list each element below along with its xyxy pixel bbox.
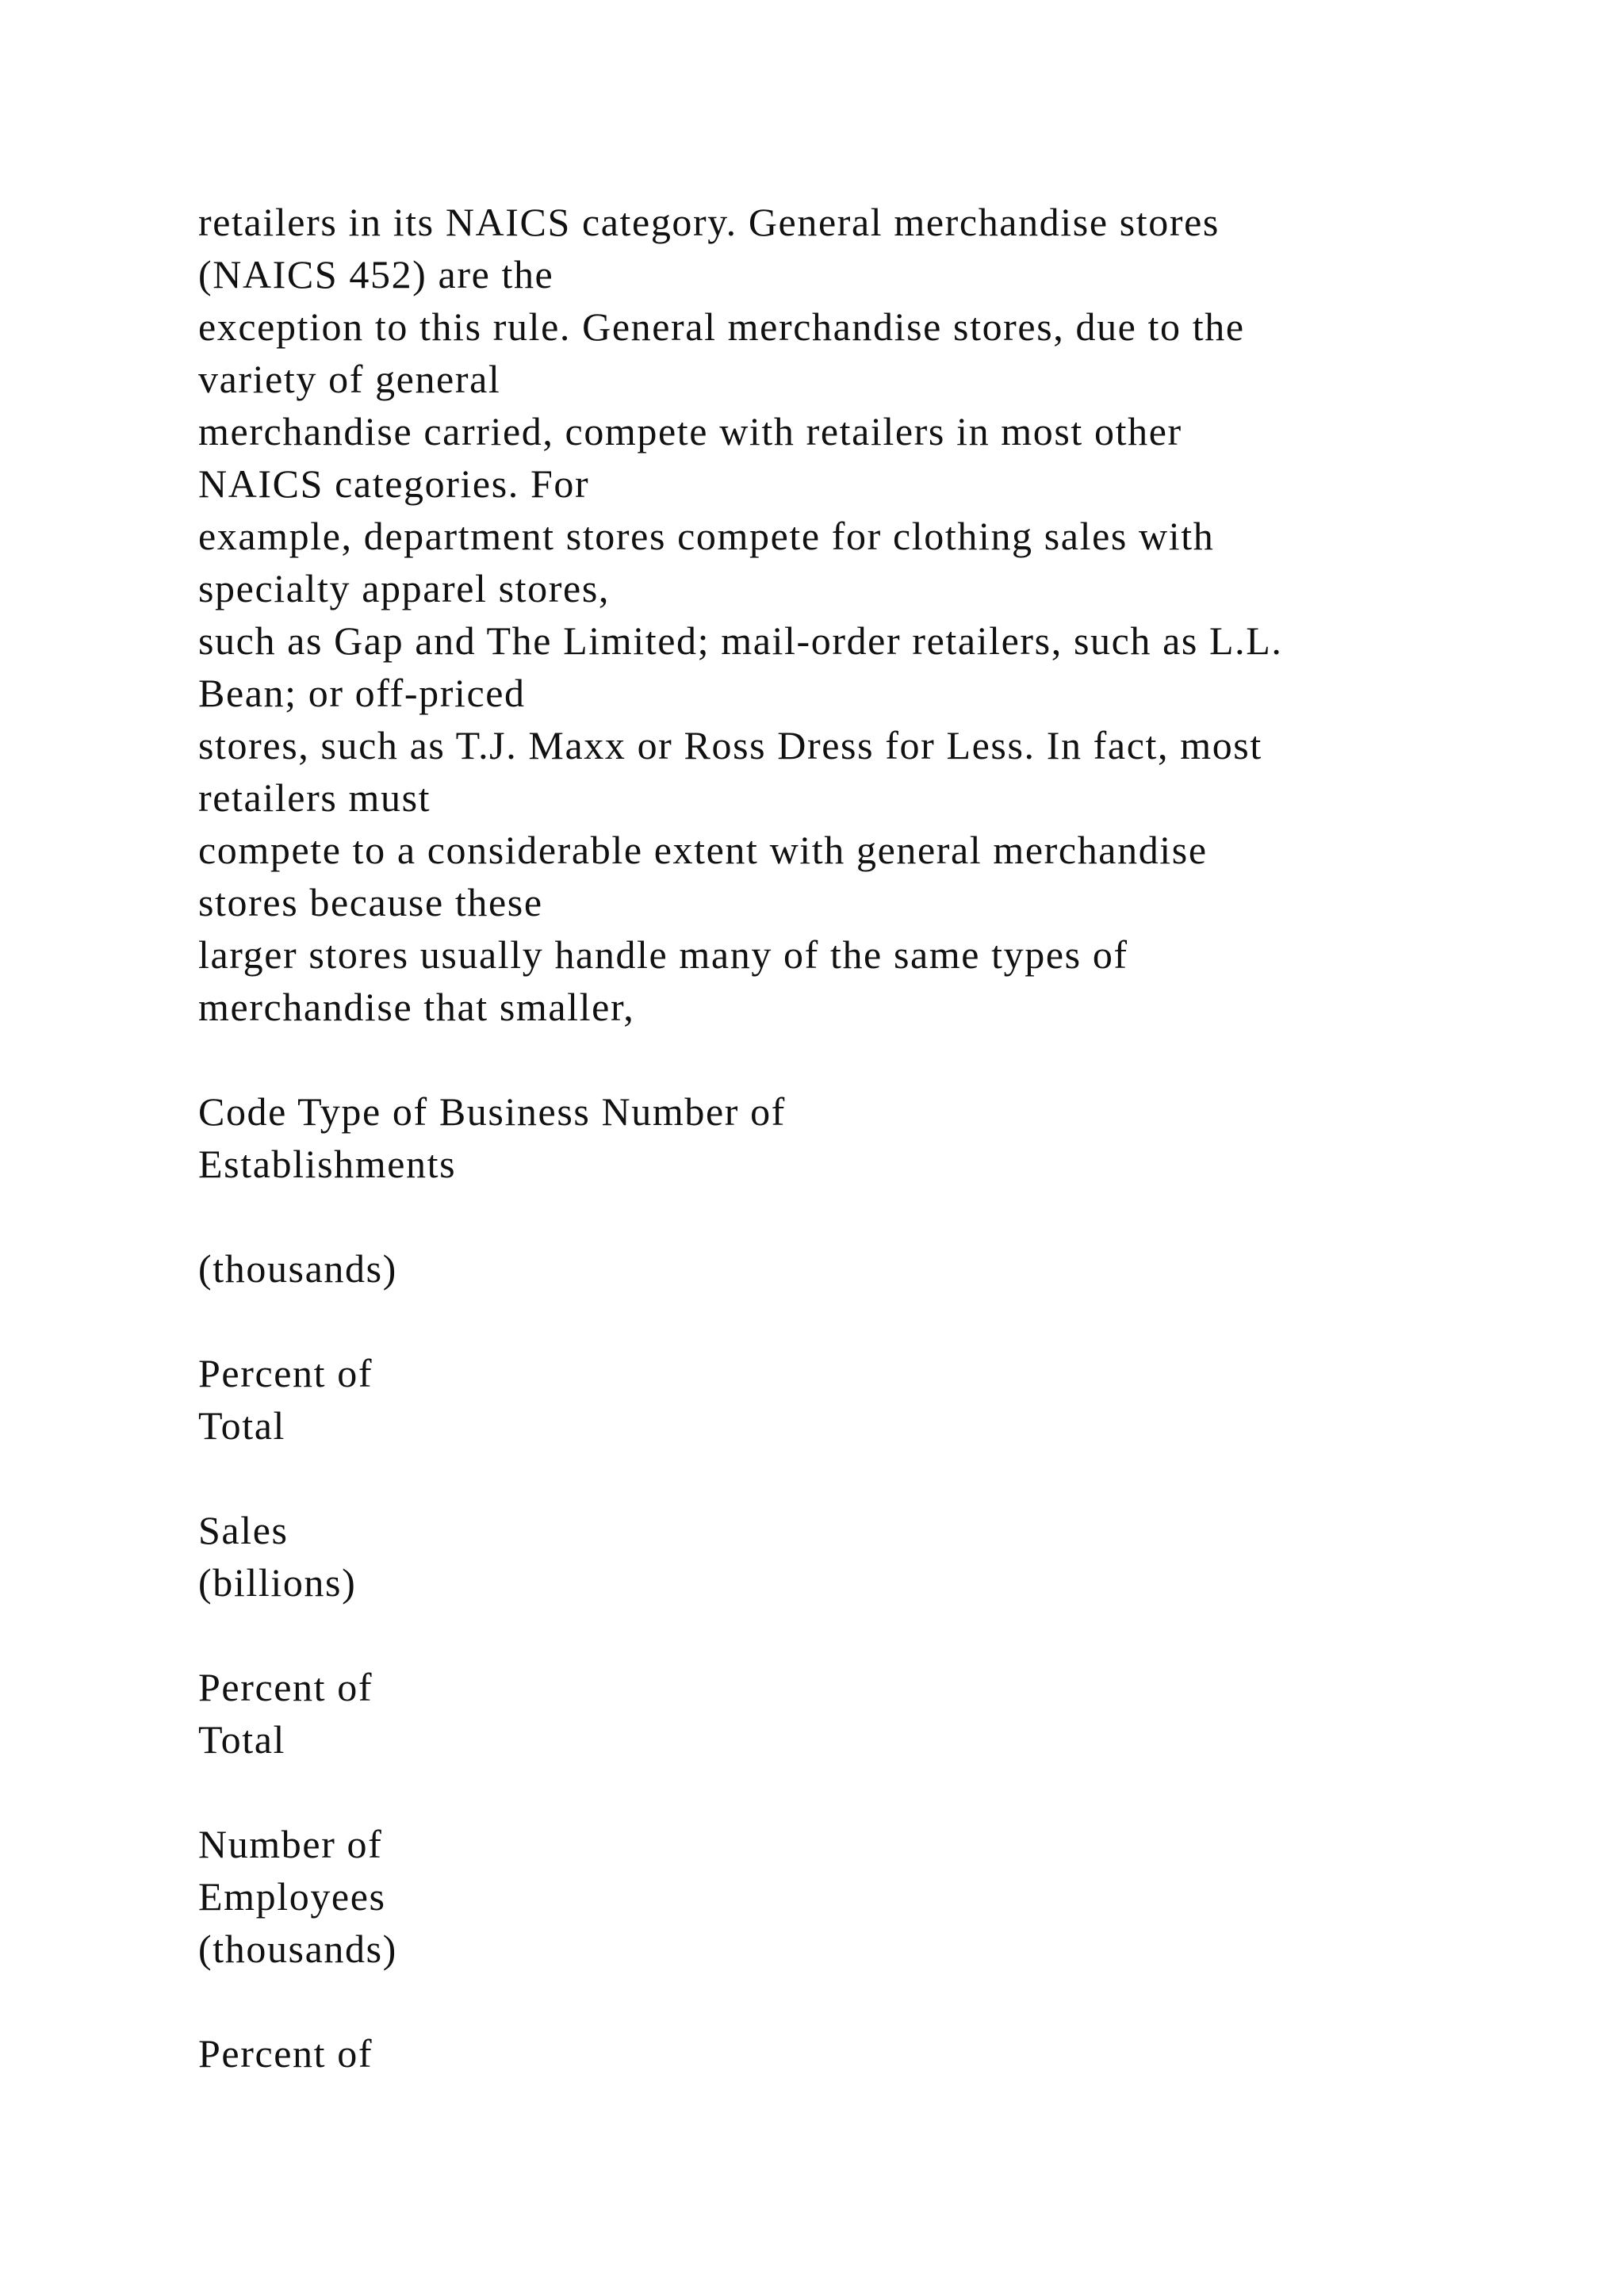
paragraph-line: specialty apparel stores, [198, 566, 610, 610]
percent-of-total-label: Total [198, 1403, 286, 1448]
paragraph-line: such as Gap and The Limited; mail-order retailers, such as L.L. [198, 618, 1283, 663]
paragraph-line: (NAICS 452) are the [198, 252, 554, 297]
paragraph-line: retailers in its NAICS category. General merchandise stores [198, 200, 1220, 244]
paragraph-line: example, department stores compete for clothing sales with [198, 514, 1215, 558]
blank-line [198, 1975, 1435, 2027]
paragraph-line: compete to a considerable extent with general merchandise [198, 828, 1208, 872]
blank-line [198, 1190, 1435, 1242]
blank-line [198, 1295, 1435, 1347]
blank-line [198, 1452, 1435, 1504]
percent-of-total-label: Percent of [198, 1351, 373, 1395]
paragraph-line: Bean; or off-priced [198, 671, 526, 715]
percent-of-total-label: Total [198, 1717, 286, 1762]
paragraph-line: variety of general [198, 357, 501, 401]
percent-of-total-label: Percent of [198, 2031, 373, 2076]
body-paragraph [198, 196, 1435, 1033]
employees-label: Number of [198, 1822, 383, 1866]
paragraph-line: stores, such as T.J. Maxx or Ross Dress for Less. In fact, most [198, 723, 1262, 767]
table-header-line: Code Type of Business Number of [198, 1089, 786, 1134]
sales-unit: (billions) [198, 1560, 357, 1605]
paragraph-line: stores because these [198, 880, 543, 924]
establishments-label: Establishments [198, 1142, 457, 1186]
paragraph-line: merchandise that smaller, [198, 985, 635, 1029]
paragraph-line: larger stores usually handle many of the same types of [198, 932, 1128, 977]
employees-unit: (thousands) [198, 1927, 397, 1971]
paragraph-line: retailers must [198, 775, 431, 820]
sales-label: Sales [198, 1508, 289, 1552]
establishments-unit: (thousands) [198, 1246, 397, 1291]
paragraph-line: NAICS categories. For [198, 461, 590, 506]
document-body [198, 196, 1435, 2080]
table-header-block [198, 1085, 1435, 2080]
blank-line [198, 1609, 1435, 1661]
percent-of-total-label: Percent of [198, 1665, 373, 1709]
paragraph-line: merchandise carried, compete with retailers in most other [198, 409, 1182, 453]
employees-label: Employees [198, 1874, 386, 1919]
blank-line [198, 1033, 1435, 1085]
blank-line [198, 1766, 1435, 1818]
paragraph-line: exception to this rule. General merchandise stores, due to the [198, 304, 1245, 349]
